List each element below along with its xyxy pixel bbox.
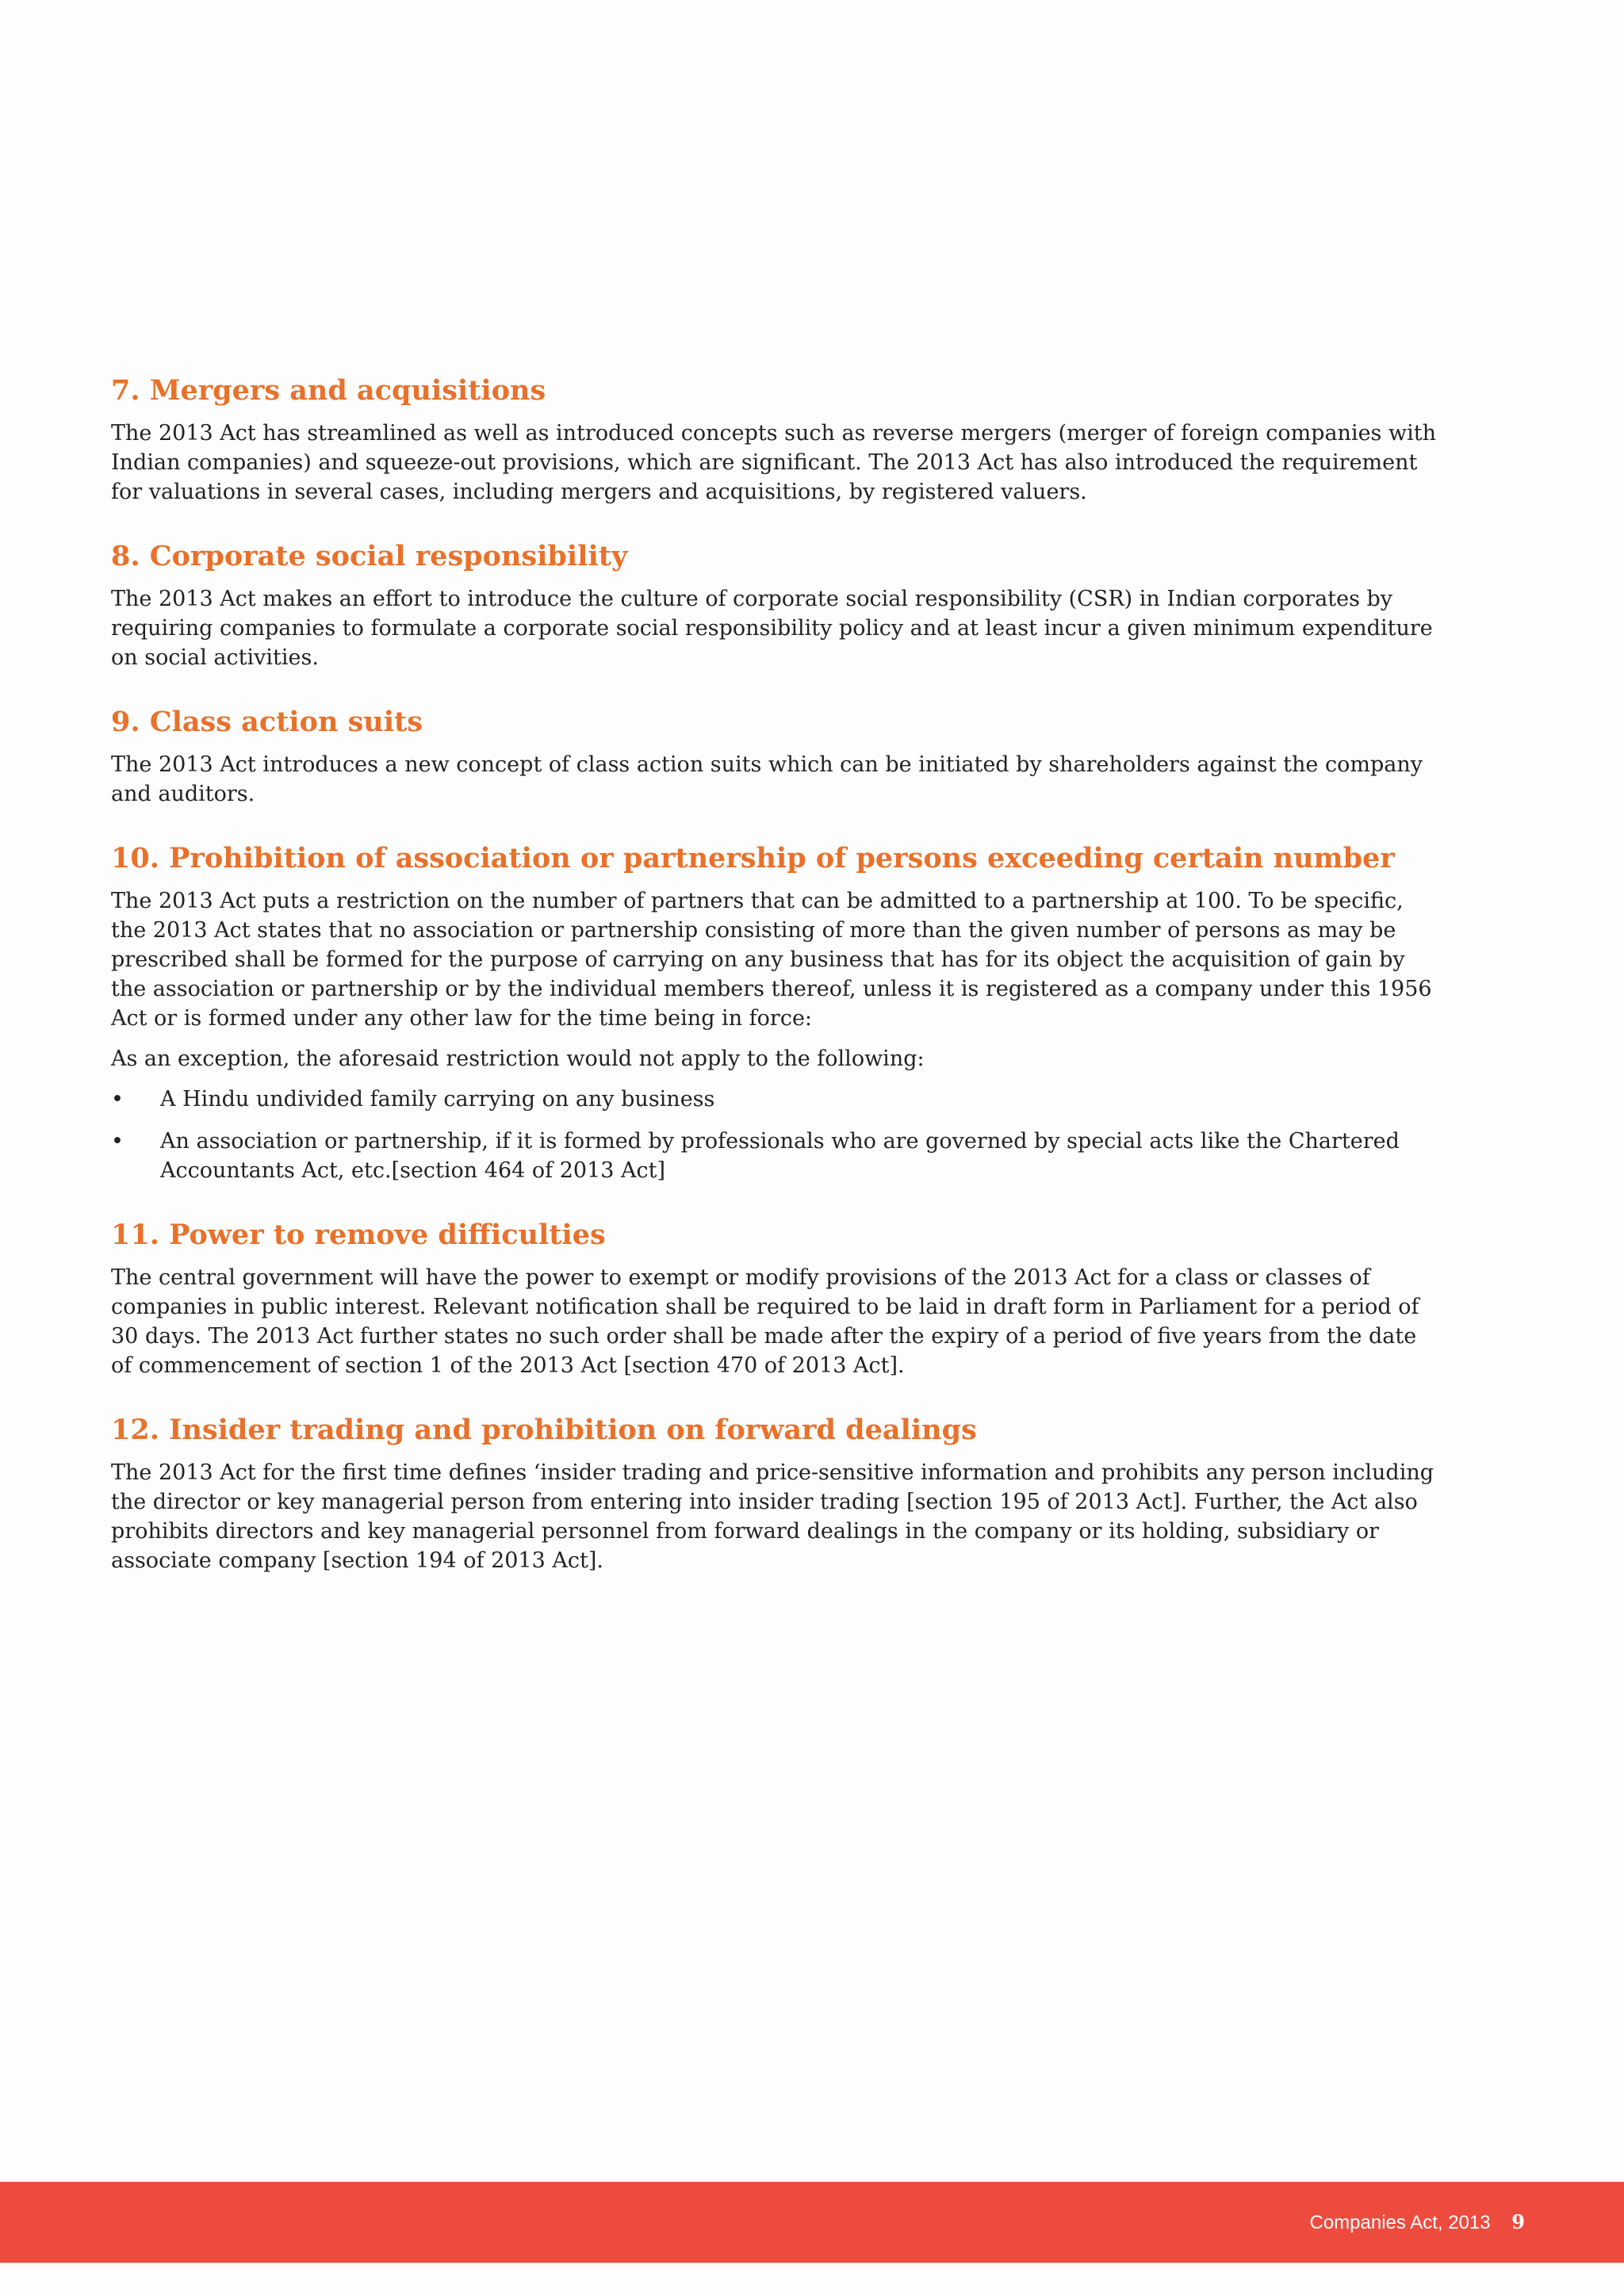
section-csr: [111, 538, 1443, 672]
section-paragraph: The 2013 Act has streamlined as well as introduced concepts such as reverse mergers (merger of foreign companies with Indian companies) and squeeze-out provisions, which are significant. The 2013 Act has also introduced the requirement for valuations in several cases, including mergers and acquisitions, by registered valuers.: [111, 421, 1436, 504]
section-paragraph: The 2013 Act for the first time defines ‘insider trading and price-sensitive information and prohibits any person including the director or key managerial person from entering into insider trading [section 195 of 2013 Act]. Further, the Act also prohibits directors and key managerial personnel from forward dealings in the company or its holding, subsidiary or associate company [section 194 of 2013 Act].: [111, 1460, 1434, 1573]
footer-title: Companies Act, 2013: [1309, 2212, 1491, 2233]
section-paragraph: The 2013 Act puts a restriction on the number of partners that can be admitted to a partnership at 100. To be specific, the 2013 Act states that no association or partnership consisting of more than the given number of persons as may be prescribed shall be formed for the purpose of carrying on any business that has for its object the acquisition of gain by the association or partnership or by the individual members thereof, unless it is registered as a company under this 1956 Act or is formed under any other law for the time being in force:: [111, 889, 1432, 1031]
list-item-text: A Hindu undivided family carrying on any business: [160, 1087, 715, 1112]
section-heading: 9. Class action suits: [111, 706, 423, 738]
section-heading: 7. Mergers and acquisitions: [111, 374, 546, 407]
section-paragraph: As an exception, the aforesaid restriction would not apply to the following:: [111, 1047, 925, 1071]
section-heading: 12. Insider trading and prohibition on forward dealings: [111, 1414, 977, 1446]
section-heading: 8. Corporate social responsibility: [111, 540, 628, 572]
section-paragraph: The 2013 Act introduces a new concept of class action suits which can be initiated by shareholders against the company and auditors.: [111, 752, 1423, 806]
section-insider-trading: [111, 1412, 1443, 1575]
document-body: [111, 373, 1443, 1607]
bullet-icon: •: [111, 1129, 124, 1154]
exception-list: [111, 1085, 1443, 1185]
section-heading: 10. Prohibition of association or partnership of persons exceeding certain number: [111, 842, 1395, 874]
footer-label-group: [1309, 2182, 1525, 2263]
section-class-action: [111, 704, 1443, 809]
section-power-remove-difficulties: [111, 1217, 1443, 1380]
section-mergers: [111, 373, 1443, 507]
bullet-icon: •: [111, 1087, 124, 1112]
list-item-text: An association or partnership, if it is formed by professionals who are governed by special acts like the Chartered Accountants Act, etc.[section 464 of 2013 Act]: [160, 1129, 1400, 1183]
list-item: [111, 1127, 1443, 1185]
footer-bar: [0, 2182, 1624, 2263]
page-number: 9: [1511, 2210, 1525, 2233]
section-paragraph: The central government will have the power to exempt or modify provisions of the 2013 Act for a class or classes of companies in public interest. Relevant notification shall be required to be laid in draft form in Parliament for a period of 30 days. The 2013 Act further states no such order shall be made after the expiry of a period of five years from the date of commencement of section 1 of the 2013 Act [section 470 of 2013 Act].: [111, 1265, 1419, 1378]
section-partnership-limit: [111, 840, 1443, 1185]
section-paragraph: The 2013 Act makes an effort to introduce the culture of corporate social responsibility (CSR) in Indian corporates by requiring companies to formulate a corporate social responsibility policy and at least incur a given minimum expenditure on social activities.: [111, 587, 1433, 670]
list-item: [111, 1085, 1443, 1114]
section-heading: 11. Power to remove difficulties: [111, 1219, 606, 1251]
